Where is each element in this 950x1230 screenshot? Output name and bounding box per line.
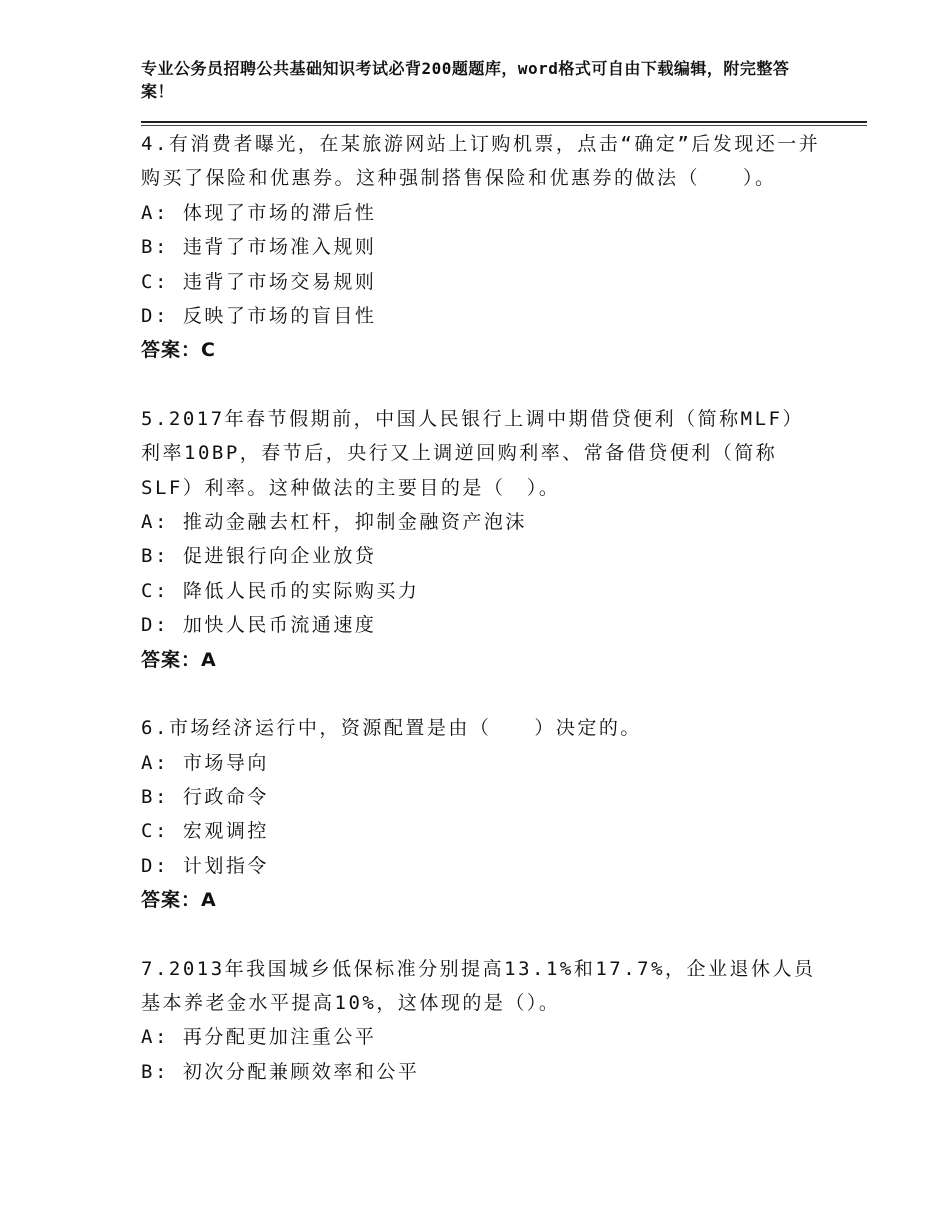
option-c: C: 降低人民币的实际购买力 <box>141 579 420 602</box>
answer-line: 答案：A <box>141 889 217 912</box>
header-divider-thin <box>141 125 867 126</box>
question-6 <box>141 711 821 917</box>
answer-line: 答案：A <box>141 648 217 671</box>
question-text: 6.市场经济运行中，资源配置是由（ ）决定的。 <box>141 717 642 740</box>
header-divider-thick <box>141 121 867 123</box>
question-text: 5.2017年春节假期前，中国人民银行上调中期借贷便利（简称MLF）利率10BP，春节后，央行又上调逆回购利率、常备借贷便利（简称SLF）利率。这种做法的主要目的是（ ）。 <box>141 407 804 499</box>
option-b: B: 违背了市场准入规则 <box>141 236 377 259</box>
option-d: D: 加快人民币流通速度 <box>141 614 377 637</box>
question-text: 7.2013年我国城乡低保标准分别提高13.1%和17.7%，企业退休人员基本养老金水平提高10%，这体现的是（）。 <box>141 957 816 1014</box>
question-text: 4.有消费者曝光，在某旅游网站上订购机票，点击“确定”后发现还一并购买了保险和优惠券。这种强制搭售保险和优惠券的做法（ ）。 <box>141 133 821 190</box>
option-a: A: 市场导向 <box>141 751 269 774</box>
option-b: B: 行政命令 <box>141 785 269 808</box>
option-d: D: 计划指令 <box>141 854 269 877</box>
option-b: B: 促进银行向企业放贷 <box>141 545 377 568</box>
option-d: D: 反映了市场的盲目性 <box>141 305 377 328</box>
option-c: C: 宏观调控 <box>141 820 269 843</box>
option-c: C: 违背了市场交易规则 <box>141 270 377 293</box>
question-7 <box>141 952 821 1090</box>
option-a: A: 推动金融去杠杆，抑制金融资产泡沫 <box>141 511 527 534</box>
question-4 <box>141 127 821 368</box>
question-5 <box>141 402 821 677</box>
option-a: A: 再分配更加注重公平 <box>141 1026 377 1049</box>
option-a: A: 体现了市场的滞后性 <box>141 201 377 224</box>
question-list <box>141 127 821 1123</box>
option-b: B: 初次分配兼顾效率和公平 <box>141 1060 420 1083</box>
answer-line: 答案：C <box>141 339 216 362</box>
document-header: 专业公务员招聘公共基础知识考试必背200题题库，word格式可自由下载编辑，附完整答案！ <box>141 59 790 101</box>
